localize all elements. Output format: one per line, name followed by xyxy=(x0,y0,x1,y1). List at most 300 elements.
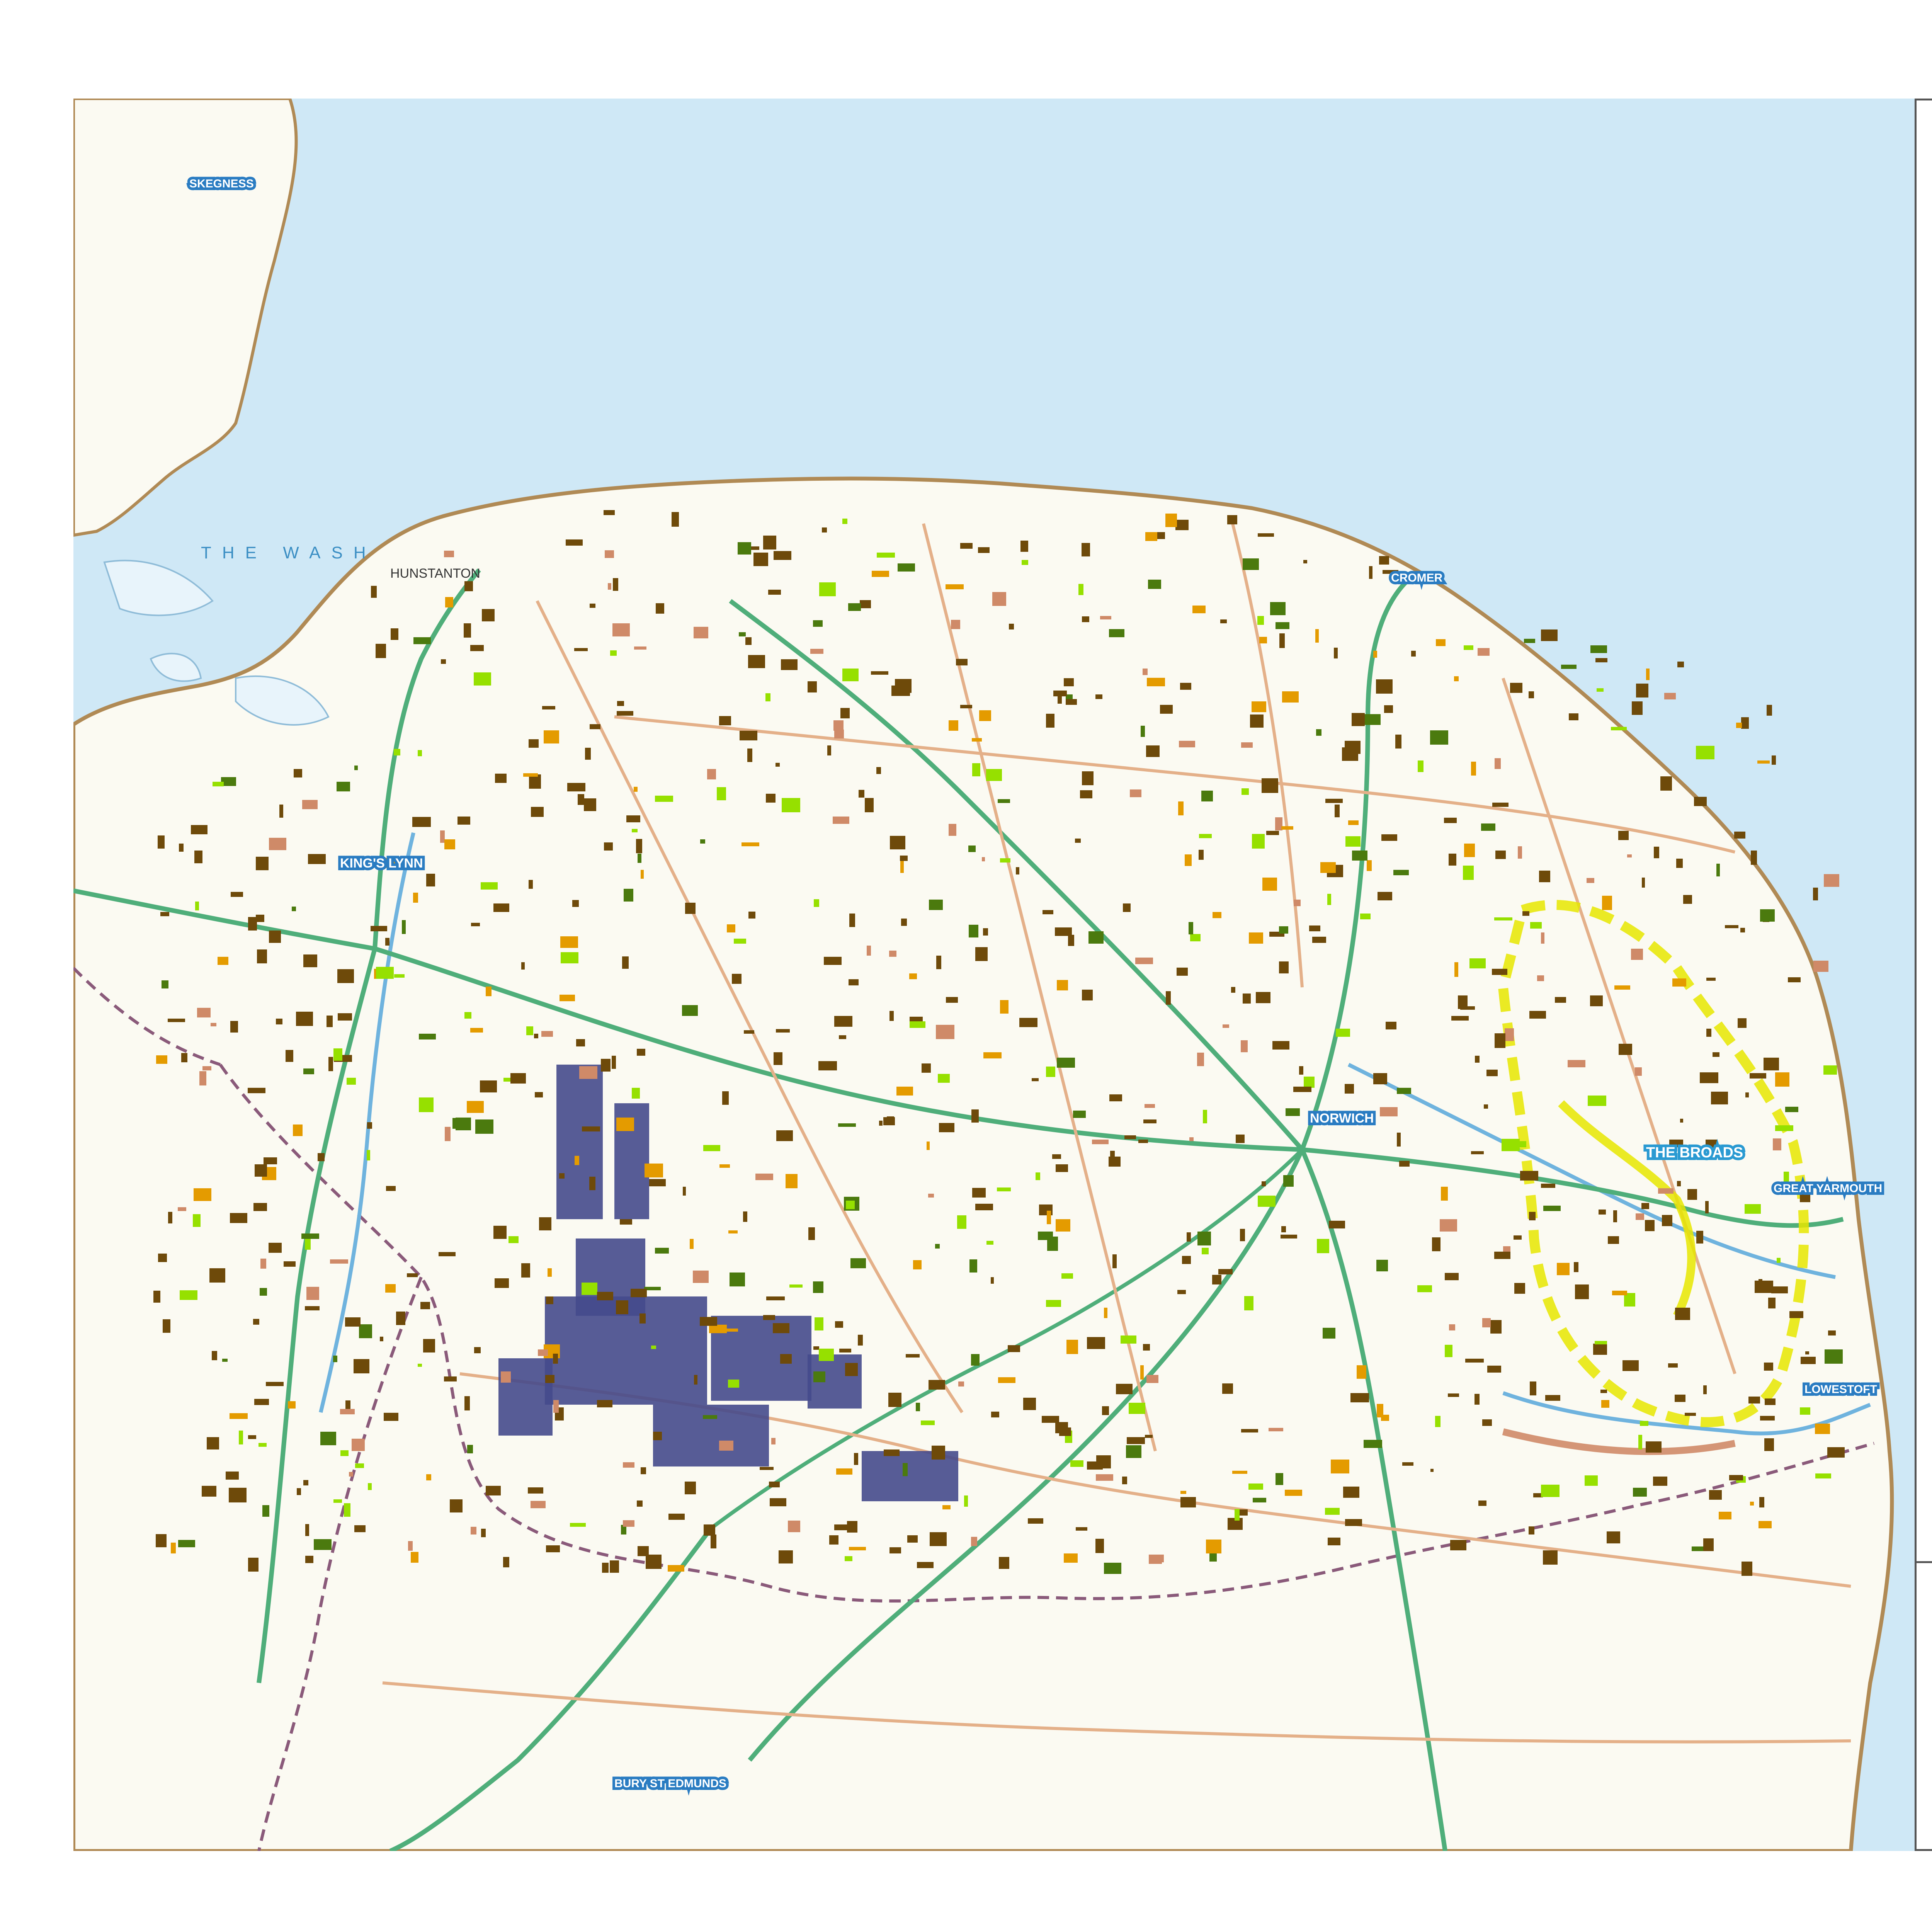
woodland-patch xyxy=(760,1467,774,1470)
woodland-patch xyxy=(949,720,958,731)
woodland-patch xyxy=(260,1259,266,1269)
woodland-patch xyxy=(637,1049,645,1056)
woodland-patch xyxy=(231,892,243,897)
woodland-patch xyxy=(748,912,755,919)
woodland-patch xyxy=(1253,1498,1266,1502)
woodland-patch xyxy=(248,917,257,931)
woodland-patch xyxy=(230,1021,238,1033)
woodland-patch xyxy=(1145,1435,1153,1438)
woodland-patch xyxy=(632,1088,640,1099)
woodland-patch xyxy=(1294,900,1301,906)
woodland-patch xyxy=(318,1153,325,1161)
woodland-patch xyxy=(1636,1213,1644,1220)
woodland-patch xyxy=(1199,834,1212,838)
woodland-patch xyxy=(418,1364,422,1367)
woodland-patch xyxy=(1252,701,1266,712)
map-canvas[interactable] xyxy=(73,99,1917,1851)
woodland-patch xyxy=(1043,910,1053,914)
woodland-patch xyxy=(1156,532,1165,539)
woodland-patch xyxy=(222,1359,228,1362)
woodland-patch xyxy=(1685,1413,1696,1416)
woodland-patch xyxy=(890,836,905,849)
woodland-patch xyxy=(768,590,781,595)
woodland-patch xyxy=(1068,935,1074,946)
woodland-patch xyxy=(939,1123,954,1132)
woodland-patch xyxy=(475,1119,493,1134)
woodland-patch xyxy=(1706,978,1716,981)
woodland-patch xyxy=(1773,1138,1781,1150)
woodland-patch xyxy=(303,1068,314,1074)
woodland-patch xyxy=(1376,679,1393,694)
woodland-patch xyxy=(839,1035,846,1039)
woodland-patch xyxy=(822,527,827,532)
woodland-patch xyxy=(1279,961,1289,973)
woodland-patch xyxy=(1345,1519,1362,1526)
woodland-patch xyxy=(690,1239,694,1249)
woodland-patch xyxy=(835,1321,843,1328)
woodland-patch xyxy=(1127,1437,1145,1444)
woodland-patch xyxy=(408,1541,413,1551)
woodland-patch xyxy=(1430,1469,1434,1472)
woodland-patch xyxy=(158,835,165,849)
woodland-patch xyxy=(742,842,759,846)
woodland-patch xyxy=(1248,1483,1263,1490)
woodland-patch xyxy=(1588,1096,1606,1106)
woodland-patch xyxy=(1541,629,1558,641)
woodland-patch xyxy=(1676,859,1683,868)
label-bury-st-edmunds: BURY ST EDMUNDS xyxy=(614,1777,727,1790)
woodland-patch xyxy=(921,1421,935,1425)
woodland-patch xyxy=(546,1296,553,1304)
woodland-patch xyxy=(1160,705,1173,714)
woodland-patch xyxy=(1805,1351,1809,1354)
woodland-patch xyxy=(1602,896,1612,910)
woodland-patch xyxy=(1543,1550,1558,1565)
woodland-patch xyxy=(1058,696,1062,704)
woodland-patch xyxy=(743,1211,747,1222)
woodland-patch xyxy=(845,1363,858,1376)
woodland-patch xyxy=(1095,1539,1104,1553)
woodland-patch xyxy=(1759,1521,1772,1528)
woodland-patch xyxy=(842,519,847,524)
woodland-patch xyxy=(1395,735,1401,749)
woodland-patch xyxy=(1357,1365,1366,1379)
woodland-patch xyxy=(753,553,768,566)
woodland-patch xyxy=(1066,1340,1078,1354)
woodland-patch xyxy=(1042,1416,1059,1423)
woodland-patch xyxy=(839,1349,851,1352)
woodland-patch xyxy=(788,1521,800,1532)
woodland-patch xyxy=(302,800,318,809)
legend-panel xyxy=(1917,99,1932,1851)
woodland-patch xyxy=(521,962,525,970)
woodland-patch xyxy=(1759,1497,1764,1507)
woodland-patch xyxy=(617,701,624,706)
woodland-patch xyxy=(1529,1212,1536,1220)
woodland-patch xyxy=(1543,1206,1561,1211)
woodland-patch xyxy=(340,1409,355,1414)
woodland-patch xyxy=(936,956,941,969)
woodland-patch xyxy=(254,1399,269,1405)
woodland-patch xyxy=(827,745,831,755)
label-the-wash: THE WASH xyxy=(201,543,377,562)
woodland-patch xyxy=(1121,1335,1136,1344)
woodland-patch xyxy=(641,870,644,879)
woodland-patch xyxy=(755,1174,773,1180)
woodland-patch xyxy=(865,798,874,812)
woodland-patch xyxy=(1022,560,1028,565)
woodland-patch xyxy=(1654,847,1659,858)
woodland-patch xyxy=(1112,1254,1117,1268)
woodland-patch xyxy=(1432,1237,1440,1251)
woodland-patch xyxy=(1478,1500,1486,1506)
woodland-patch xyxy=(1750,1502,1754,1506)
woodland-patch xyxy=(877,553,895,558)
woodland-patch xyxy=(739,632,746,636)
woodland-patch xyxy=(1235,1509,1240,1521)
woodland-patch xyxy=(983,928,988,936)
woodland-patch xyxy=(1601,1400,1609,1408)
woodland-patch xyxy=(1095,694,1102,699)
woodland-patch xyxy=(1320,862,1336,873)
woodland-patch xyxy=(1019,1018,1037,1027)
woodland-patch xyxy=(1680,1119,1683,1123)
woodland-patch xyxy=(780,1354,792,1364)
woodland-patch xyxy=(910,1021,925,1028)
woodland-patch xyxy=(419,1097,434,1112)
woodland-patch xyxy=(426,874,435,886)
woodland-patch xyxy=(308,854,326,864)
woodland-patch xyxy=(740,731,757,740)
woodland-patch xyxy=(194,1188,211,1201)
woodland-patch xyxy=(867,946,871,956)
woodland-patch xyxy=(1241,1429,1258,1432)
woodland-patch xyxy=(1148,580,1161,589)
woodland-patch xyxy=(719,1441,733,1451)
woodland-patch xyxy=(1487,1366,1501,1373)
woodland-patch xyxy=(1197,1232,1211,1245)
woodland-patch xyxy=(879,1121,883,1126)
woodland-patch xyxy=(1147,678,1165,686)
woodland-patch xyxy=(1279,926,1288,934)
woodland-patch xyxy=(999,1557,1009,1569)
woodland-patch xyxy=(707,769,716,779)
woodland-patch xyxy=(541,1031,553,1037)
woodland-patch xyxy=(645,1164,663,1177)
woodland-patch xyxy=(1738,1018,1747,1028)
woodland-patch xyxy=(622,956,629,969)
woodland-patch xyxy=(1492,803,1509,807)
woodland-patch xyxy=(546,1545,560,1552)
woodland-patch xyxy=(1555,997,1566,1003)
woodland-patch xyxy=(975,947,988,961)
woodland-patch xyxy=(1384,705,1393,713)
label-great-yarmouth: GREAT YARMOUTH xyxy=(1774,1182,1883,1195)
woodland-patch xyxy=(909,973,917,979)
woodland-patch xyxy=(616,1118,634,1131)
woodland-patch xyxy=(262,1505,269,1517)
woodland-patch xyxy=(1381,834,1397,841)
woodland-patch xyxy=(776,1130,793,1141)
woodland-patch xyxy=(1541,1485,1560,1497)
woodland-patch xyxy=(1711,1092,1728,1104)
woodland-patch xyxy=(158,1254,167,1262)
woodland-patch xyxy=(585,748,591,760)
woodland-patch xyxy=(991,1277,994,1284)
woodland-patch xyxy=(1696,746,1714,759)
woodland-patch xyxy=(1574,1262,1578,1272)
woodland-patch xyxy=(1411,651,1416,657)
woodland-patch xyxy=(1524,639,1535,643)
woodland-patch xyxy=(1082,990,1093,1000)
woodland-patch xyxy=(359,1324,372,1338)
woodland-patch xyxy=(1180,1491,1186,1494)
woodland-patch xyxy=(773,1323,789,1333)
woodland-patch xyxy=(613,578,618,591)
woodland-patch xyxy=(960,543,973,549)
woodland-patch xyxy=(1449,1324,1455,1330)
label-kings-lynn: KING'S LYNN xyxy=(340,856,423,871)
woodland-patch xyxy=(782,798,800,812)
woodland-patch xyxy=(1145,532,1157,541)
woodland-patch xyxy=(493,1226,507,1239)
title-line-2 xyxy=(1917,195,1932,249)
woodland-patch xyxy=(1687,1189,1697,1200)
woodland-patch xyxy=(900,859,904,873)
woodland-patch xyxy=(1492,969,1507,975)
woodland-patch xyxy=(1668,1363,1678,1368)
woodland-patch xyxy=(1232,1471,1247,1474)
woodland-patch xyxy=(482,609,495,621)
woodland-patch xyxy=(450,1499,463,1512)
woodland-patch xyxy=(230,1413,248,1419)
woodland-patch xyxy=(1061,1273,1073,1279)
woodland-patch xyxy=(942,1505,951,1509)
woodland-patch xyxy=(1505,1028,1514,1041)
woodland-patch xyxy=(927,1142,930,1150)
woodland-patch xyxy=(195,902,199,910)
woodland-patch xyxy=(1510,683,1522,693)
woodland-patch xyxy=(1454,962,1458,977)
woodland-patch xyxy=(1777,1258,1781,1263)
woodland-patch xyxy=(1664,693,1676,699)
woodland-patch xyxy=(590,604,595,608)
woodland-patch xyxy=(968,846,976,852)
woodland-patch xyxy=(529,880,533,889)
woodland-patch xyxy=(301,1233,319,1239)
woodland-patch xyxy=(763,1315,775,1320)
woodland-patch xyxy=(1402,1462,1413,1466)
woodland-patch xyxy=(1201,791,1213,801)
woodland-patch xyxy=(717,787,726,800)
woodland-patch xyxy=(1149,1555,1162,1564)
woodland-patch xyxy=(367,1122,372,1129)
woodland-patch xyxy=(814,899,819,907)
woodland-patch xyxy=(1325,1508,1340,1515)
woodland-patch xyxy=(1764,1363,1773,1371)
woodland-patch xyxy=(470,645,484,651)
woodland-patch xyxy=(655,796,673,802)
woodland-patch xyxy=(1716,864,1720,876)
label-norwich: NORWICH xyxy=(1310,1111,1374,1126)
woodland-patch xyxy=(1262,1181,1266,1186)
woodland-patch xyxy=(1327,894,1331,905)
woodland-patch xyxy=(1569,713,1578,720)
woodland-patch xyxy=(1143,669,1148,675)
woodland-patch xyxy=(333,1356,337,1362)
woodland-patch xyxy=(649,1179,666,1186)
woodland-patch xyxy=(1362,714,1381,725)
woodland-patch xyxy=(467,1445,473,1453)
woodland-patch xyxy=(997,1187,1011,1191)
woodland-patch xyxy=(1146,1375,1158,1383)
woodland-patch xyxy=(305,1239,311,1250)
woodland-patch xyxy=(1788,977,1801,982)
woodland-patch xyxy=(1451,1016,1469,1021)
woodland-patch xyxy=(1242,788,1249,795)
woodland-patch xyxy=(1815,1424,1830,1434)
woodland-patch xyxy=(1709,1490,1722,1500)
woodland-patch xyxy=(597,1400,612,1407)
woodland-patch xyxy=(1331,1460,1349,1473)
woodland-patch xyxy=(480,1080,497,1092)
woodland-patch xyxy=(838,1123,856,1127)
woodland-patch xyxy=(854,1453,858,1465)
woodland-patch xyxy=(1080,790,1092,798)
woodland-patch xyxy=(872,571,889,577)
woodland-patch xyxy=(1227,515,1237,524)
map-area[interactable] xyxy=(73,99,1917,1851)
woodland-patch xyxy=(439,1252,456,1256)
woodland-patch xyxy=(269,838,286,850)
woodland-patch xyxy=(704,1524,715,1536)
woodland-patch xyxy=(850,1258,866,1268)
woodland-patch xyxy=(1471,762,1476,776)
woodland-patch xyxy=(1141,726,1145,737)
woodland-patch xyxy=(813,1281,823,1293)
woodland-patch xyxy=(1104,1563,1121,1574)
woodland-patch xyxy=(1595,658,1607,662)
woodland-patch xyxy=(1495,758,1501,769)
woodland-patch xyxy=(617,711,633,716)
woodland-patch xyxy=(1102,1406,1109,1415)
woodland-patch xyxy=(1064,1553,1078,1563)
woodland-patch xyxy=(333,1499,342,1503)
woodland-patch xyxy=(168,1019,185,1022)
woodland-patch xyxy=(1203,1110,1207,1123)
woodland-patch xyxy=(178,1540,195,1547)
woodland-patch xyxy=(1379,556,1389,565)
woodland-patch xyxy=(1281,826,1293,830)
woodland-patch xyxy=(1597,688,1604,692)
woodland-patch xyxy=(306,1287,319,1300)
woodland-patch xyxy=(1202,1248,1209,1254)
woodland-patch xyxy=(956,659,968,665)
woodland-patch xyxy=(327,1016,333,1027)
woodland-patch xyxy=(207,1437,219,1449)
woodland-patch xyxy=(626,815,640,822)
woodland-patch xyxy=(576,1039,585,1046)
woodland-patch xyxy=(423,1339,435,1352)
woodland-patch xyxy=(344,1503,350,1517)
woodland-patch xyxy=(340,1450,349,1456)
woodland-patch xyxy=(781,659,798,670)
woodland-patch xyxy=(932,1446,945,1460)
woodland-patch xyxy=(1057,1058,1075,1068)
woodland-patch xyxy=(1241,742,1253,748)
woodland-patch xyxy=(179,844,184,852)
woodland-patch xyxy=(420,1302,430,1309)
woodland-patch xyxy=(376,644,386,658)
woodland-patch xyxy=(1683,895,1692,904)
woodland-patch xyxy=(703,1145,720,1151)
woodland-patch xyxy=(1135,958,1153,964)
woodland-patch xyxy=(1444,818,1457,823)
woodland-patch xyxy=(1360,914,1371,919)
woodland-patch xyxy=(1266,831,1279,835)
woodland-patch xyxy=(544,730,559,743)
woodland-patch xyxy=(1815,1473,1831,1478)
woodland-patch xyxy=(194,851,202,863)
woodland-patch xyxy=(903,1463,908,1476)
woodland-patch xyxy=(402,920,406,934)
woodland-patch xyxy=(501,1371,511,1383)
woodland-patch xyxy=(1642,878,1645,888)
woodland-patch xyxy=(1059,1427,1071,1436)
woodland-patch xyxy=(1047,1211,1051,1224)
woodland-patch xyxy=(1494,1252,1510,1259)
woodland-patch xyxy=(744,1030,754,1034)
woodland-patch xyxy=(510,1073,526,1084)
woodland-patch xyxy=(1075,839,1081,843)
woodland-patch xyxy=(1520,1171,1538,1181)
woodland-patch xyxy=(202,1486,216,1497)
woodland-patch xyxy=(1258,533,1274,537)
woodland-patch xyxy=(1179,741,1195,747)
woodland-patch xyxy=(1471,1151,1484,1154)
woodland-patch xyxy=(1608,1236,1619,1244)
woodland-patch xyxy=(1299,1066,1303,1075)
woodland-patch xyxy=(982,857,985,861)
woodland-patch xyxy=(913,1260,922,1269)
woodland-patch xyxy=(1189,922,1193,934)
woodland-patch xyxy=(474,1347,481,1353)
woodland-patch xyxy=(1218,1269,1233,1274)
woodland-patch xyxy=(1243,558,1259,570)
woodland-patch xyxy=(444,1376,457,1381)
woodland-patch xyxy=(1514,1235,1522,1240)
woodland-patch xyxy=(481,882,498,890)
woodland-patch xyxy=(1767,705,1772,716)
woodland-patch xyxy=(1336,1029,1350,1037)
woodland-patch xyxy=(464,623,471,638)
woodland-patch xyxy=(602,1563,609,1573)
woodland-patch xyxy=(638,1546,649,1556)
woodland-patch xyxy=(548,1268,552,1277)
woodland-patch xyxy=(1539,871,1550,882)
woodland-patch xyxy=(1760,1416,1775,1421)
woodland-patch xyxy=(969,1259,977,1273)
woodland-patch xyxy=(1627,854,1632,857)
woodland-patch xyxy=(605,550,614,558)
woodland-patch xyxy=(1397,1133,1401,1147)
woodland-patch xyxy=(1258,1196,1276,1207)
woodland-patch xyxy=(1677,1181,1681,1186)
woodland-patch xyxy=(355,1463,364,1468)
woodland-patch xyxy=(1317,1239,1329,1253)
woodland-patch xyxy=(1490,1320,1502,1334)
woodland-patch xyxy=(1478,648,1490,656)
